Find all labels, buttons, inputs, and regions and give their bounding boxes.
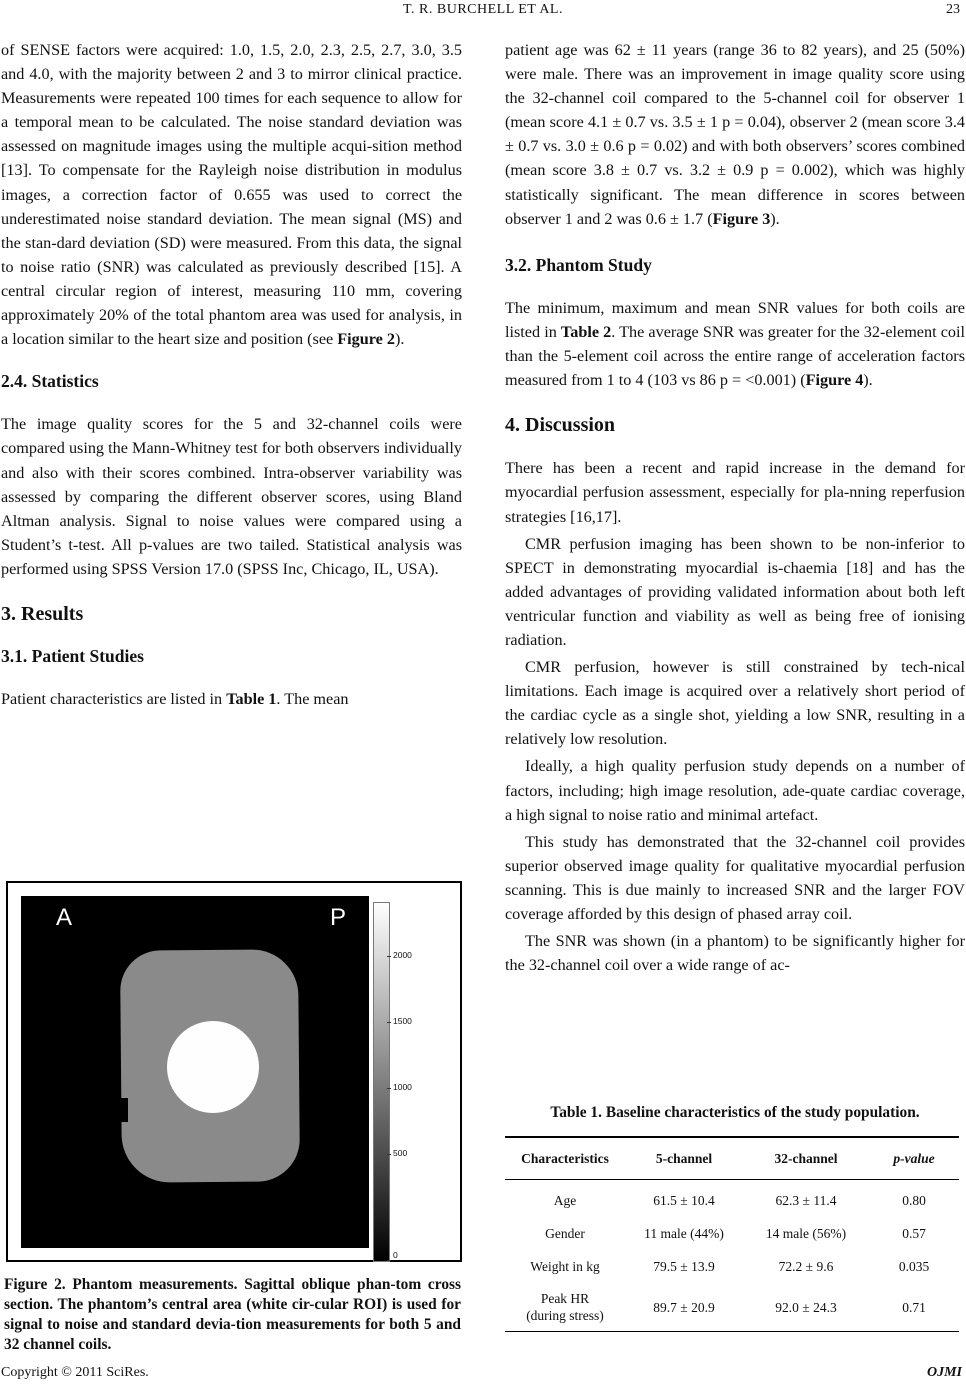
- page-footer: [1, 1365, 962, 1381]
- table-1-caption: Table 1. Baseline characteristics of the study population.: [550, 1104, 920, 1121]
- table-row: [505, 1180, 959, 1218]
- table-cell: Gender: [545, 1225, 585, 1241]
- table-cell: 92.0 ± 24.3: [743, 1283, 869, 1332]
- posterior-label: P: [330, 904, 347, 931]
- heading-patient-studies: 3.1. Patient Studies: [1, 646, 144, 667]
- table-row: [505, 1250, 959, 1283]
- colorbar-tick-label: 1500: [393, 1016, 412, 1026]
- colorbar-tick-mark: [387, 956, 391, 957]
- heading-phantom-study: 3.2. Phantom Study: [505, 254, 652, 275]
- colorbar-tick-mark: [387, 1088, 391, 1089]
- table-cell: Weight in kg: [530, 1258, 600, 1274]
- figure-2-reference[interactable]: Figure 2: [337, 330, 395, 349]
- phantom-notch: [117, 1098, 128, 1122]
- table-cell: 0.57: [902, 1225, 926, 1241]
- table-header-row: [505, 1137, 959, 1180]
- table-1-reference[interactable]: Table 1: [226, 690, 277, 709]
- table-1: [505, 1136, 959, 1332]
- roi-circle: [167, 1021, 259, 1113]
- page-number: 23: [946, 2, 960, 17]
- patient-paragraph: Patient characteristics are listed in Table 1. The mean: [1, 690, 349, 709]
- colorbar-tick-label: 0: [393, 1250, 398, 1260]
- colorbar-tick-label: 1000: [393, 1082, 412, 1092]
- running-header: [0, 2, 966, 24]
- right-column: [505, 38, 965, 977]
- discussion-paragraph: CMR perfusion, however is still constrained by tech-nical limitations. Each image is acquired over a relatively short period of the cardiac cycle as a single shot, yielding a low SNR, resulting in a relatively low resolution.: [505, 658, 965, 749]
- methods-paragraph: of SENSE factors were acquired: 1.0, 1.5, 2.0, 2.3, 2.5, 2.7, 3.0, 3.5 and 4.0, with the majority between 2 and 3 to mirror clinical practice. Measurements were repeated 100 times for each sequence to allow for a temporal mean to be calculated. The noise standard deviation was assessed on magnitude images using the multiple acqui-sition method [13]. To compensate for the Rayleigh noise distribution in modulus images, a correction factor of 0.655 was used to correct the underestimated noise standard deviation. The mean signal (MS) and the stan-dard deviation (SD) were measured. From this data, the signal to noise ratio (SNR) was calculated as previously described [15]. A central circular region of interest, measuring 110 mm, covering approximately 20% of the total phantom area was used for analysis, in a location similar to the heart size and position (see Figure 2).: [1, 41, 462, 349]
- colorbar-tick-mark: [387, 1260, 391, 1261]
- table-cell: Peak HR (during stress): [505, 1283, 625, 1332]
- table-cell: 62.3 ± 11.4: [775, 1192, 837, 1208]
- table-cell: 79.5 ± 13.9: [653, 1258, 715, 1274]
- column-header: 32-channel: [743, 1137, 869, 1180]
- column-header: p-value: [869, 1137, 959, 1180]
- figure-3-reference[interactable]: Figure 3: [712, 209, 771, 228]
- table-cell: 89.7 ± 20.9: [625, 1283, 743, 1332]
- results-paragraph: patient age was 62 ± 11 years (range 36 to 82 years), and 25 (50%) were male. There was an improvement in image quality score using the 32-channel coil compared to the 5-channel coil for observer 1 (mean score 4.1 ± 0.7 vs. 3.5 ± 1 p = 0.04), observer 2 (mean score 3.4 ± 0.7 vs. 3.0 ± 0.6 p = 0.02) and with both observers’ scores combined (mean score 3.8 ± 0.7 vs. 3.2 ± 0.9 p = 0.002), which was highly statistically significant. The mean difference in scores between observer 1 and 2 was 0.6 ± 1.7 (Figure 3).: [505, 41, 965, 228]
- heading-discussion: 4. Discussion: [505, 414, 616, 437]
- figure-4-reference[interactable]: Figure 4: [805, 371, 864, 390]
- table-row: [505, 1283, 959, 1332]
- table-row: [505, 1217, 959, 1250]
- phantom-paragraph: The minimum, maximum and mean SNR values for both coils are listed in Table 2. The average SNR was greater for the 32-element coil than the 5-element coil across the entire range of acceleration factors measured from 1 to 4 (103 vs 86 p = <0.001) (Figure 4).: [505, 298, 965, 390]
- left-column: [1, 38, 462, 711]
- colorbar-tick-mark: [387, 1154, 391, 1155]
- table-cell: 72.2 ± 9.6: [778, 1258, 834, 1274]
- discussion-paragraph: Ideally, a high quality perfusion study depends on a number of factors, including; high image resolution, ade-quate cardiac coverage, a high signal to noise ratio and minimal artefact.: [505, 757, 965, 824]
- table-cell: 61.5 ± 10.4: [653, 1192, 715, 1208]
- colorbar-tick-label: 500: [393, 1148, 408, 1158]
- colorbar-tick-label: 2000: [393, 950, 412, 960]
- copyright-text: Copyright © 2011 SciRes.: [1, 1365, 149, 1380]
- table-cell: Age: [553, 1192, 577, 1208]
- table-cell: 0.035: [898, 1258, 930, 1274]
- heading-results: 3. Results: [1, 602, 84, 625]
- table-cell: 0.71: [869, 1283, 959, 1332]
- discussion-paragraph: This study has demonstrated that the 32-channel coil provides superior observed image quality for qualitative myocardial perfusion scanning. This is due mainly to increased SNR and the larger FOV coverage afforded by this design of phased array coil.: [505, 832, 965, 923]
- table-cell: 0.80: [902, 1192, 926, 1208]
- figure-2-caption: Figure 2. Phantom measurements. Sagittal oblique phan-tom cross section. The phantom’s central area (white cir-cular ROI) is used for signal to noise and standard devia-tion measurements for both 5 and 32 channel coils.: [4, 1276, 461, 1353]
- colorbar-tick-mark: [387, 1022, 391, 1023]
- discussion-paragraph: CMR perfusion imaging has been shown to be non-inferior to SPECT in demonstrating myocardial is-chaemia [18] and has the added advantages of providing validated information about both left ventricular function and viability as well as being free of ionising radiation.: [505, 534, 965, 649]
- column-header: Characteristics: [505, 1137, 625, 1180]
- anterior-label: A: [56, 904, 73, 931]
- table-2-reference[interactable]: Table 2: [560, 322, 612, 341]
- discussion-paragraph: There has been a recent and rapid increase in the demand for myocardial perfusion assessment, especially for pla-nning reperfusion strategies [16,17].: [505, 459, 965, 526]
- discussion-paragraph: The SNR was shown (in a phantom) to be significantly higher for the 32-channel coil over a wide range of ac-: [505, 932, 965, 975]
- statistics-paragraph: The image quality scores for the 5 and 32-channel coils were compared using the Mann-Whitney test for both observers individually and also with their scores combined. Intra-observer variability was assessed by comparing the different observer scores, using Bland Altman analysis. Signal to noise values were compared using a Student’s t-test. All p-values are two tailed. Statistical analysis was performed using SPSS Version 17.0 (SPSS Inc, Chicago, IL, USA).: [1, 415, 462, 578]
- running-title: T. R. BURCHELL ET AL.: [403, 2, 563, 17]
- column-header: 5-channel: [625, 1137, 743, 1180]
- journal-name: OJMI: [926, 1365, 962, 1380]
- table-cell: 11 male (44%): [644, 1225, 724, 1241]
- heading-statistics: 2.4. Statistics: [1, 371, 99, 392]
- table-cell: 14 male (56%): [765, 1225, 847, 1241]
